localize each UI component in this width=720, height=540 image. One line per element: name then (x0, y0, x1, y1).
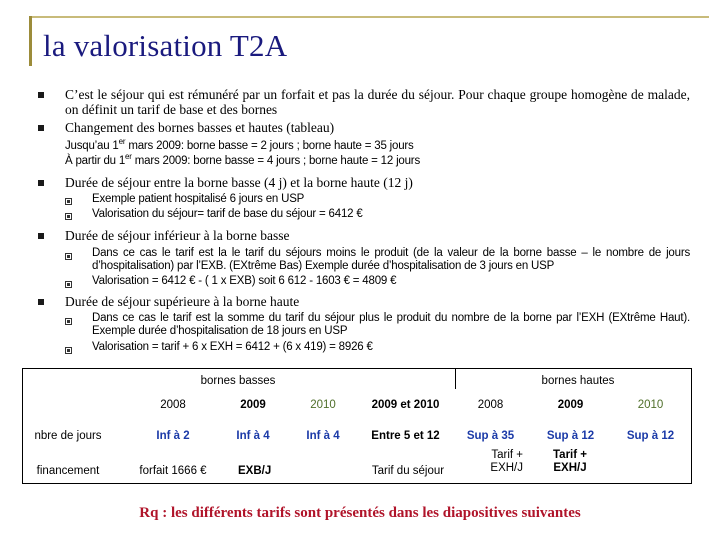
bornes-table (22, 368, 692, 484)
title-frame-left (29, 16, 32, 66)
year-cell: 2009 (557, 399, 584, 411)
bullet-text-entre-bornes: Durée de séjour entre la borne basse (4 j) et la borne haute (12 j) (65, 175, 413, 190)
bullet-text-bornes: Changement des bornes basses et hautes (tableau) (65, 120, 335, 135)
jours-cell: Sup à 35 (466, 430, 515, 442)
sub-bullet-marker (65, 213, 72, 220)
year-cell: 2010 (310, 399, 336, 411)
sub-bullet-marker (65, 198, 72, 205)
bullet-text-superieur: Durée de séjour supérieure à la borne haute (65, 294, 300, 309)
year-cell: 2008 (477, 399, 504, 411)
financement-cell: Tarif + EXH/J (553, 449, 587, 474)
jours-cell: Entre 5 et 12 (371, 430, 440, 442)
slide-title: la valorisation T2A (43, 28, 288, 63)
row-label-financement: financement (36, 465, 100, 477)
bullet-marker (38, 92, 44, 98)
valorisation-base: Valorisation du séjour= tarif de base du séjour = 6412 € (92, 208, 363, 220)
jours-cell: Inf à 4 (306, 430, 340, 442)
jours-cell: Inf à 2 (156, 430, 190, 442)
sub-bullet-marker (65, 318, 72, 325)
jours-cell: Sup à 12 (546, 430, 595, 442)
sub-bullet-marker (65, 347, 72, 354)
bullet-text-forfait: C’est le séjour qui est rémunéré par un forfait et pas la durée du séjour. Pour chaque groupe homogène de malade, on définit un tarif de base et des bornes (65, 87, 690, 117)
bornes-line-2010: À partir du 1er mars 2009: borne basse = 4 jours ; borne haute = 12 jours (65, 152, 420, 167)
header-bornes-basses: bornes basses (200, 375, 276, 387)
sub-bullet-marker (65, 281, 72, 288)
bullet-marker (38, 125, 44, 131)
header-divider (455, 369, 456, 389)
remark-note: Rq : les différents tarifs sont présentés dans les diapositives suivantes (139, 505, 581, 521)
financement-cell: Tarif du séjour (371, 465, 445, 477)
bornes-line-2009: Jusqu’au 1er mars 2009: borne basse = 2 jours ; borne haute = 35 jours (65, 137, 414, 152)
year-cell: 2010 (637, 399, 664, 411)
bullet-marker (38, 180, 44, 186)
year-cell-2009-2010: 2009 et 2010 (371, 399, 440, 411)
exb-explanation: Dans ce cas le tarif est la le tarif du séjours moins le produit (de la valeur de la borne basse – le nombre de jours d’hospitalisation) par l’EXB. (EXtrême Bas) Exemple durée d’hospitalisation de 3 jours en USP (92, 247, 690, 272)
year-cell: 2009 (240, 399, 266, 411)
financement-cell: forfait 1666 € (139, 465, 207, 477)
year-cell: 2008 (160, 399, 186, 411)
bullet-text-inferieur: Durée de séjour inférieur à la borne basse (65, 228, 290, 243)
valorisation-exb: Valorisation = 6412 € - ( 1 x EXB) soit 6 612 - 1603 € = 4809 € (92, 275, 397, 287)
financement-cell: Tarif + EXH/J (490, 449, 523, 474)
header-bornes-hautes: bornes hautes (541, 375, 615, 387)
financement-cell: EXB/J (238, 465, 272, 477)
bullet-marker (38, 299, 44, 305)
row-label-jours: nbre de jours (34, 430, 102, 442)
jours-cell: Sup à 12 (626, 430, 675, 442)
example-6-jours: Exemple patient hospitalisé 6 jours en USP (92, 193, 305, 205)
exh-explanation: Dans ce cas le tarif est la somme du tarif du séjour plus le produit du nombre de la borne par l’EXH (EXtrême Haut). Exemple durée d’hospitalisation de 18 jours en USP (92, 312, 690, 337)
valorisation-exh: Valorisation = tarif + 6 x EXH = 6412 + (6 x 419) = 8926 € (92, 341, 373, 353)
title-frame-top (29, 16, 709, 18)
sub-bullet-marker (65, 253, 72, 260)
jours-cell: Inf à 4 (236, 430, 270, 442)
bullet-marker (38, 233, 44, 239)
